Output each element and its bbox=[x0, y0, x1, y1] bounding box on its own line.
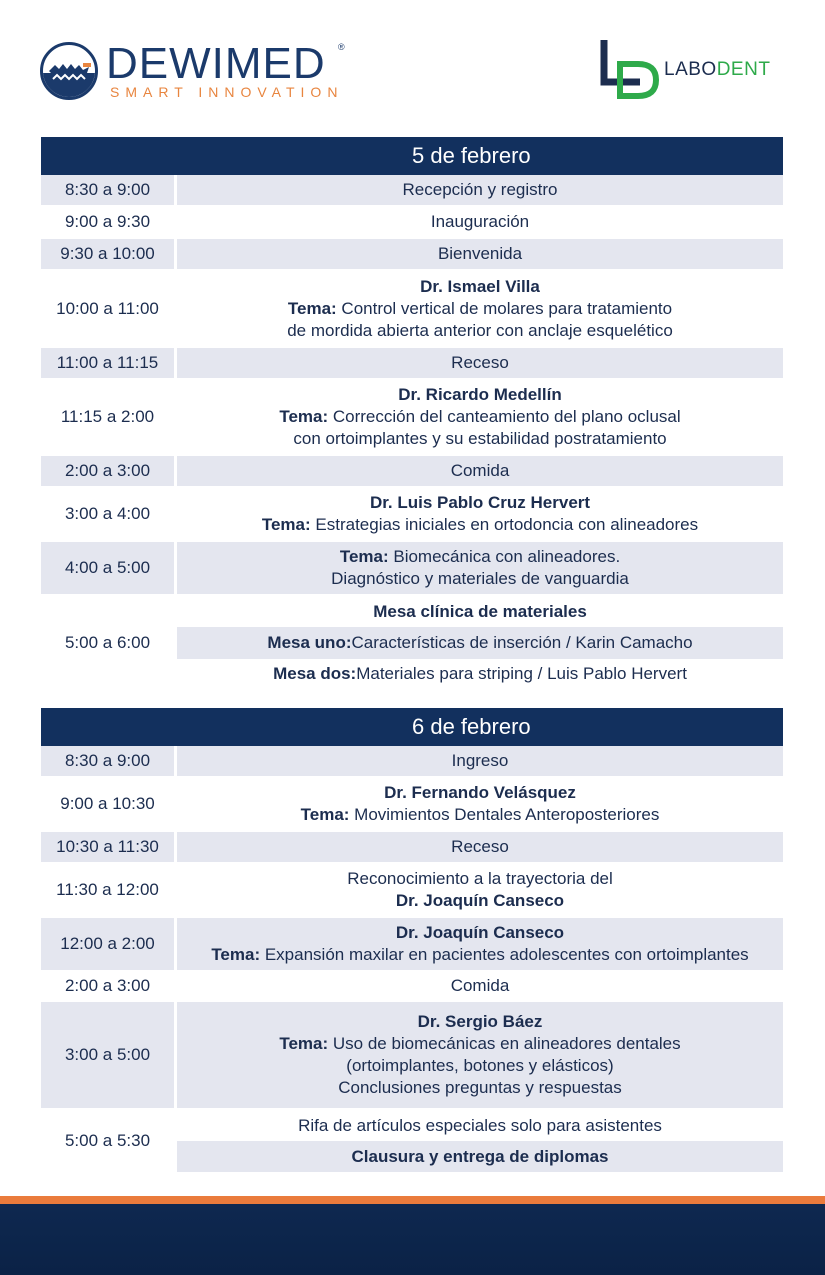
labodent-labo: LABO bbox=[664, 59, 717, 80]
labodent-mark-icon bbox=[600, 38, 660, 100]
row-time: 11:00 a 11:15 bbox=[41, 348, 174, 378]
dewimed-logo bbox=[40, 40, 360, 102]
row-activity: Inauguración bbox=[430, 212, 530, 231]
row-time: 9:30 a 10:00 bbox=[41, 239, 174, 269]
topic-line: Conclusiones preguntas y respuestas bbox=[338, 1078, 622, 1097]
topic-label: Tema: bbox=[279, 407, 329, 426]
topic-text: Estrategias iniciales en ortodoncia con alineadores bbox=[310, 515, 699, 534]
dewimed-wordmark: DEWIMED bbox=[106, 39, 326, 88]
schedule-day-1 bbox=[41, 137, 783, 690]
speaker-name: Dr. Luis Pablo Cruz Hervert bbox=[369, 493, 591, 512]
schedule-row bbox=[41, 778, 783, 830]
row-activity: Receso bbox=[177, 832, 783, 862]
row-activity bbox=[177, 271, 783, 346]
row-time: 2:00 a 3:00 bbox=[64, 976, 151, 995]
topic-line bbox=[340, 546, 620, 568]
schedule-row bbox=[41, 207, 783, 237]
speaker-name: Dr. Joaquín Canseco bbox=[395, 923, 565, 942]
schedule-row bbox=[41, 271, 783, 346]
mesa-line bbox=[177, 627, 783, 658]
row-time: 12:00 a 2:00 bbox=[41, 918, 174, 970]
mesa-label: Mesa uno: bbox=[267, 632, 352, 652]
topic-text: Uso de biomecánicas en alineadores dentales bbox=[328, 1034, 681, 1053]
topic-label: Tema: bbox=[339, 547, 389, 566]
speaker-name: Dr. Ricardo Medellín bbox=[398, 385, 562, 404]
row-activity bbox=[177, 918, 783, 970]
row-activity bbox=[177, 380, 783, 454]
day-header bbox=[41, 137, 783, 175]
speaker-name: Dr. Fernando Velásquez bbox=[384, 783, 576, 802]
row-activity bbox=[177, 542, 783, 594]
row-activity: Comida bbox=[177, 456, 783, 486]
row-time: 11:15 a 2:00 bbox=[60, 407, 155, 426]
mesa-text: Características de inserción / Karin Camacho bbox=[351, 632, 693, 652]
row-time: 5:00 a 6:00 bbox=[64, 633, 151, 652]
raffle-line: Rifa de artículos especiales solo para asistentes bbox=[298, 1115, 662, 1135]
schedule-row bbox=[41, 864, 783, 916]
row-time: 4:00 a 5:00 bbox=[41, 542, 174, 594]
schedule-row bbox=[41, 175, 783, 205]
topic-line bbox=[301, 804, 660, 826]
schedule-row bbox=[41, 348, 783, 378]
topic-label: Tema: bbox=[300, 805, 350, 824]
row-time: 2:00 a 3:00 bbox=[41, 456, 174, 486]
schedule-row bbox=[41, 380, 783, 454]
topic-line: Diagnóstico y materiales de vanguardia bbox=[331, 569, 629, 588]
row-time: 10:30 a 11:30 bbox=[41, 832, 174, 862]
topic-line bbox=[211, 944, 748, 966]
day-header bbox=[41, 708, 783, 746]
row-activity: Recepción y registro bbox=[177, 175, 783, 205]
speaker-name: Dr. Joaquín Canseco bbox=[395, 891, 565, 910]
topic-label: Tema: bbox=[261, 515, 311, 534]
row-activity bbox=[177, 596, 783, 690]
topic-text: Movimientos Dentales Anteroposteriores bbox=[349, 805, 660, 824]
topic-line: de mordida abierta anterior con anclaje esquelético bbox=[287, 320, 673, 340]
topic-text: Biomecánica con alineadores. bbox=[388, 547, 621, 566]
topic-label: Tema: bbox=[211, 945, 261, 964]
schedule-row bbox=[41, 596, 783, 690]
row-activity bbox=[177, 778, 783, 830]
topic-text: Corrección del canteamiento del plano oclusal bbox=[328, 407, 681, 426]
row-activity bbox=[177, 488, 783, 540]
mesa-line bbox=[177, 659, 783, 690]
topic-line bbox=[288, 298, 672, 320]
footer-band bbox=[0, 1204, 825, 1275]
speaker-name: Dr. Sergio Báez bbox=[417, 1012, 543, 1031]
row-activity: Comida bbox=[450, 976, 510, 995]
schedule-row bbox=[41, 918, 783, 970]
schedule-row bbox=[41, 832, 783, 862]
schedule-day-2 bbox=[41, 708, 783, 1172]
row-time: 10:00 a 11:00 bbox=[56, 298, 159, 318]
speaker-name: Dr. Ismael Villa bbox=[420, 276, 540, 296]
footer-accent-stripe bbox=[0, 1196, 825, 1204]
topic-text: Control vertical de molares para tratamiento bbox=[336, 298, 673, 318]
topic-label: Tema: bbox=[279, 1034, 329, 1053]
dewimed-tagline: SMART INNOVATION bbox=[110, 84, 344, 100]
row-activity: Ingreso bbox=[177, 746, 783, 776]
closing-line: Clausura y entrega de diplomas bbox=[177, 1141, 783, 1172]
row-time: 8:30 a 9:00 bbox=[41, 175, 174, 205]
row-time: 11:30 a 12:00 bbox=[56, 880, 159, 899]
row-time: 9:00 a 10:30 bbox=[60, 794, 155, 813]
labodent-logo bbox=[600, 38, 790, 102]
topic-line bbox=[262, 514, 698, 536]
schedule-row bbox=[41, 1002, 783, 1108]
topic-line: (ortoimplantes, botones y elásticos) bbox=[346, 1056, 614, 1075]
schedule-row bbox=[41, 1110, 783, 1172]
mesa-label: Mesa dos: bbox=[273, 664, 357, 684]
row-activity: Bienvenida bbox=[177, 239, 783, 269]
row-time: 3:00 a 5:00 bbox=[41, 1002, 174, 1108]
schedule-row bbox=[41, 972, 783, 1000]
row-activity bbox=[177, 1110, 783, 1172]
schedule-row bbox=[41, 239, 783, 269]
row-time: 3:00 a 4:00 bbox=[64, 504, 151, 523]
section-heading: Mesa clínica de materiales bbox=[373, 601, 587, 621]
row-time: 5:00 a 5:30 bbox=[64, 1131, 151, 1150]
row-time: 8:30 a 9:00 bbox=[41, 746, 174, 776]
mesa-text: Materiales para striping / Luis Pablo Hervert bbox=[356, 664, 687, 684]
day-title: 5 de febrero bbox=[412, 143, 531, 168]
topic-line bbox=[279, 1033, 680, 1055]
labodent-wordmark bbox=[664, 60, 770, 80]
schedule-row bbox=[41, 542, 783, 594]
schedule-row bbox=[41, 456, 783, 486]
schedule-row bbox=[41, 488, 783, 540]
row-time: 9:00 a 9:30 bbox=[64, 212, 151, 231]
recognition-line: Reconocimiento a la trayectoria del bbox=[347, 869, 613, 888]
topic-line: con ortoimplantes y su estabilidad postratamiento bbox=[293, 429, 667, 448]
row-activity bbox=[177, 864, 783, 916]
topic-line bbox=[279, 406, 680, 428]
labodent-dent: DENT bbox=[716, 59, 771, 80]
row-activity bbox=[177, 1002, 783, 1108]
day-title: 6 de febrero bbox=[412, 714, 531, 739]
schedule-row bbox=[41, 746, 783, 776]
row-activity: Receso bbox=[177, 348, 783, 378]
topic-text: Expansión maxilar en pacientes adolescentes con ortoimplantes bbox=[260, 945, 749, 964]
topic-label: Tema: bbox=[287, 298, 337, 318]
dewimed-mark-icon bbox=[40, 42, 98, 100]
registered-mark: ® bbox=[338, 42, 345, 52]
